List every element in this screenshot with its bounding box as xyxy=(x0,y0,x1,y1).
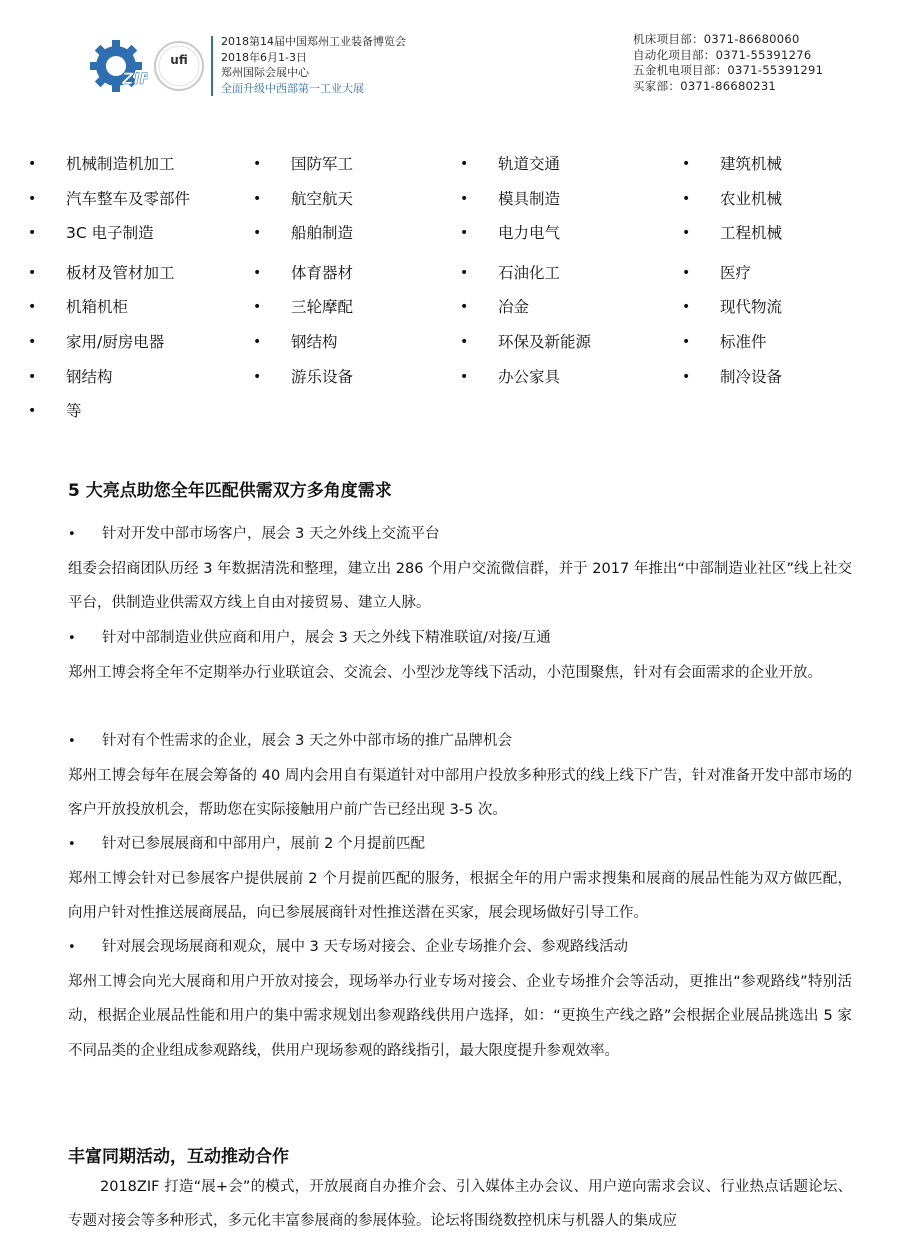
highlight-heading: • 针对有个性需求的企业，展会 3 天之外中部市场的推广品牌机会 xyxy=(68,727,512,756)
bullet-icon: • xyxy=(68,837,76,852)
bullet-icon: • xyxy=(28,403,37,420)
bullet-icon: • xyxy=(682,264,691,281)
contact-hardware: 五金机电项目部：0371-55391291 xyxy=(633,63,824,77)
event-slogan: 全面升级中西部第一工业大展 xyxy=(221,81,364,95)
bullet-icon: • xyxy=(460,368,469,385)
category-row: • 钢结构 • 游乐设备 • 办公家具 • 制冷设备 xyxy=(28,363,848,398)
bullet-icon: • xyxy=(460,190,469,207)
activities-text: 2018ZIF 打造“展+会”的模式，开放展商自办推介会、引入媒体主办会议、用户逆向需求会议、行业热点话题论坛、专题对接会等多种形式，多元化丰富参展商的参展体验。论坛将围绕数控机床与机器人的集成应 xyxy=(68,1179,852,1230)
highlight-heading: • 针对已参展展商和中部用户，展前 2 个月提前匹配 xyxy=(68,830,425,859)
highlight-text: 郑州工博会针对已参展客户提供展前 2 个月提前匹配的服务，根据全年的用户需求搜集和展商的展品性能为双方做匹配，向用户针对性推送展商展品，向已参展展商针对性推送潜在买家，展会现场做好引导工作。 xyxy=(68,871,852,922)
contact-machine-tools: 机床项目部：0371-86680060 xyxy=(633,32,800,46)
bullet-icon: • xyxy=(253,299,262,316)
bullet-icon: • xyxy=(460,299,469,316)
bullet-icon: • xyxy=(28,299,37,316)
bullet-icon: • xyxy=(253,190,262,207)
bullet-icon: • xyxy=(28,190,37,207)
bullet-icon: • xyxy=(28,368,37,385)
bullet-icon: • xyxy=(28,333,37,350)
contact-automation: 自动化项目部：0371-55391276 xyxy=(633,47,812,62)
contact-buyers: 买家部：0371-86680231 xyxy=(633,78,777,93)
bullet-icon: • xyxy=(460,333,469,350)
highlight-heading: • 针对展会现场展商和观众，展中 3 天专场对接会、企业专场推介会、参观路线活动 xyxy=(68,933,628,962)
bullet-icon: • xyxy=(460,264,469,281)
bullet-icon: • xyxy=(460,225,469,242)
page-header xyxy=(0,0,900,110)
event-title: 2018第14届中国郑州工业装备博览会 xyxy=(221,35,406,48)
bullet-icon: • xyxy=(28,156,37,172)
ufi-badge xyxy=(153,40,205,92)
category-row: • 3C 电子制造 • 船舶制造 • 电力电气 • 工程机械 xyxy=(28,219,848,254)
bullet-icon: • xyxy=(68,631,76,646)
bullet-icon: • xyxy=(68,940,76,955)
bullet-icon: • xyxy=(682,156,691,172)
bullet-icon: • xyxy=(68,734,76,749)
highlight-text: 郑州工博会每年在展会筹备的 40 周内会用自有渠道针对中部用户投放多种形式的线上线下广告，针对准备开发中部市场的客户开放投放机会，帮助您在实际接触用户前广告已经出现 3-5 次。 xyxy=(68,768,852,819)
event-info xyxy=(221,34,406,96)
contact-list xyxy=(633,32,823,94)
category-row: • 家用/厨房电器 • 钢结构 • 环保及新能源 • 标准件 xyxy=(28,328,848,363)
highlights-title: 5 大亮点助您全年匹配供需双方多角度需求 xyxy=(68,481,392,501)
highlight-text: 组委会招商团队历经 3 年数据清洗和整理，建立出 286 个用户交流微信群，并于 2017 年推出“中部制造业社区”线上社交平台，供制造业供需双方线上自由对接贸易、建立人脉。 xyxy=(68,561,852,612)
bullet-icon: • xyxy=(460,156,469,172)
event-date: 2018年6月1-3日 xyxy=(221,50,307,64)
bullet-icon: • xyxy=(682,368,691,385)
bullet-icon: • xyxy=(682,333,691,350)
highlight-heading: • 针对开发中部市场客户，展会 3 天之外线上交流平台 xyxy=(68,520,439,549)
header-divider xyxy=(211,36,213,96)
highlight-heading: • 针对中部制造业供应商和用户，展会 3 天之外线下精准联谊/对接/互通 xyxy=(68,624,551,653)
bullet-icon: • xyxy=(28,225,37,242)
bullet-icon: • xyxy=(253,264,262,281)
zif-gear-logo xyxy=(88,38,148,94)
bullet-icon: • xyxy=(253,225,262,242)
category-row: • 板材及管材加工 • 体育器材 • 石油化工 • 医疗 xyxy=(28,259,848,294)
activities-title: 丰富同期活动，互动推动合作 xyxy=(68,1147,289,1167)
zif-logo-text: ZIF xyxy=(122,69,148,88)
highlight-text: 郑州工博会将全年不定期举办行业联谊会、交流会、小型沙龙等线下活动，小范围聚焦，针对有会面需求的企业开放。 xyxy=(68,665,822,681)
bullet-icon: • xyxy=(682,299,691,316)
category-row: • 等 xyxy=(28,397,848,432)
bullet-icon: • xyxy=(682,190,691,207)
ufi-name: ufi xyxy=(170,53,188,67)
bullet-icon: • xyxy=(253,333,262,350)
bullet-icon: • xyxy=(68,527,76,542)
category-row: • 机械制造机加工 • 国防军工 • 轨道交通 • 建筑机械 xyxy=(28,150,848,185)
highlight-text: 郑州工博会向光大展商和用户开放对接会，现场举办行业专场对接会、企业专场推介会等活动，更推出“参观路线”特别活动，根据企业展品性能和用户的集中需求规划出参观路线供用户选择，如：“更换生产线之路”会根据企业展品挑选出 5 家不同品类的企业组成参观路线，供用户现场参观的路线指引，最大限度提升参观效率。 xyxy=(68,974,852,1059)
event-venue: 郑州国际会展中心 xyxy=(221,66,309,79)
category-row: • 汽车整车及零部件 • 航空航天 • 模具制造 • 农业机械 xyxy=(28,185,848,220)
bullet-icon: • xyxy=(28,264,37,281)
bullet-icon: • xyxy=(682,225,691,242)
bullet-icon: • xyxy=(253,156,262,172)
category-row: • 机箱机柜 • 三轮摩配 • 冶金 • 现代物流 xyxy=(28,293,848,328)
bullet-icon: • xyxy=(253,368,262,385)
industry-category-list xyxy=(28,150,848,432)
